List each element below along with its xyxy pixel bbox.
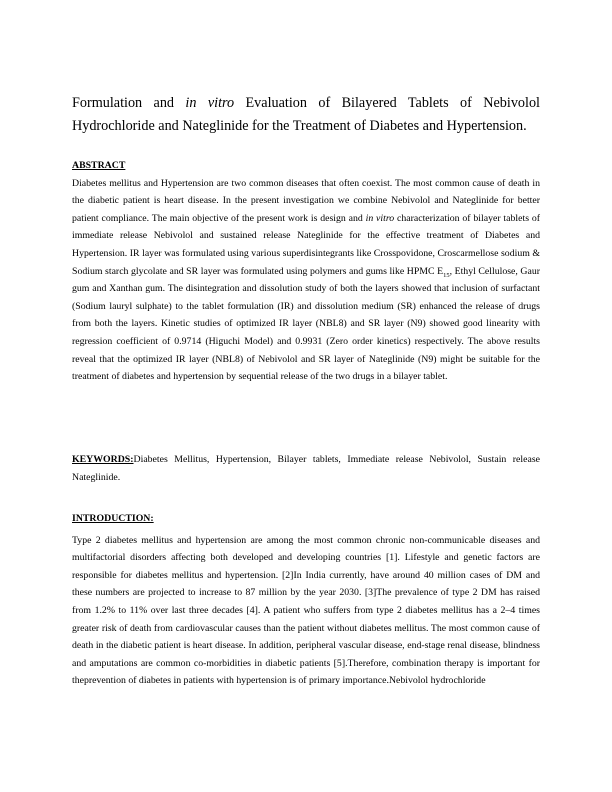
introduction-section <box>72 510 540 690</box>
abstract-heading: ABSTRACT <box>72 160 126 171</box>
abstract-section <box>72 157 540 386</box>
title-text-pre: Formulation and <box>72 95 186 111</box>
abstract-text <box>72 175 540 386</box>
abstract-text-part-c: , Ethyl Cellulose, Gaur gum and Xanthan gum. The disintegration and dissolution study of both the layers showed that inclusion of surfactant (Sodium lauryl sulphate) to the tablet formulation (IR) and dissolution medium (SR) enhanced the release of drugs from both the layers. Kinetic studies of optimized IR layer (NBL8) and SR layer (N9) showed good linearity with regression coefficient of 0.9714 (Higuchi Model) and 0.9931 (Zero order kinetics) respectively. The above results reveal that the optimized IR layer (NBL8) of Nebivolol and SR layer of Nateglinide (N9) might be suitable for the treatment of diabetes and hypertension by sequential release of the two drugs in a bilayer tablet. <box>72 265 540 383</box>
abstract-italic-text: in vitro <box>365 212 395 224</box>
title-line-1 <box>72 92 540 115</box>
introduction-text: Type 2 diabetes mellitus and hypertension are among the most common chronic non-communicable diseases and multifactorial disorders affecting both developed and developing countries [1]. Lifestyle and genetic factors are responsible for diabetes mellitus and hypertension. [2]In India currently, have around 40 million cases of DM and these numbers are projected to increase to 87 million by the year 2030. [3]The prevalence of type 2 DM has raised from 1.2% to 11% over last three decades [4]. A patient who suffers from type 2 diabetes mellitus has a 2–4 times greater risk of death from cardiovascular causes than the patient without diabetes mellitus. The most common cause of death in the diabetic patient is heart disease. In addition, peripheral vascular disease, end-stage renal disease, blindness and amputations are common co-morbidities in diabetic patients [5].Therefore, combination therapy is important for theprevention of diabetes in patients with hypertension is of primary importance.Nebivolol hydrochloride <box>72 534 540 687</box>
paper-title <box>72 92 540 138</box>
title-line-2: Hydrochloride and Nateglinide for the Treatment of Diabetes and Hypertension. <box>72 118 527 134</box>
abstract-text-part-a: Diabetes mellitus and Hypertension are two common diseases that often coexist. The most common cause of death in the diabetic patient is heart disease. In the present investigation we combine Nebivolol and Nateglinide for better patient compliance. The main objective of the present work is design and <box>72 177 540 224</box>
title-italic-text: in vitro <box>185 95 235 111</box>
keywords-section <box>72 451 540 486</box>
introduction-heading: INTRODUCTION: <box>72 513 154 524</box>
abstract-subscript: 15 <box>443 271 450 279</box>
title-text-post: Evaluation of Bilayered Tablets of Nebivolol <box>234 95 540 111</box>
keywords-heading: KEYWORDS: <box>72 454 134 465</box>
keywords-text: Diabetes Mellitus, Hypertension, Bilayer tablets, Immediate release Nebivolol, Sustain release Nateglinide. <box>72 454 540 483</box>
abstract-text-part-b: characterization of bilayer tablets of immediate release Nebivolol and sustained release Nateglinide for the effective treatment of Diabetes and Hypertension. IR layer was formulated using various superdisintegrants like Crosspovidone, Croscarmellose sodium & Sodium starch glycolate and SR layer was formulated using polymers and gums like HPMC E <box>72 212 540 277</box>
